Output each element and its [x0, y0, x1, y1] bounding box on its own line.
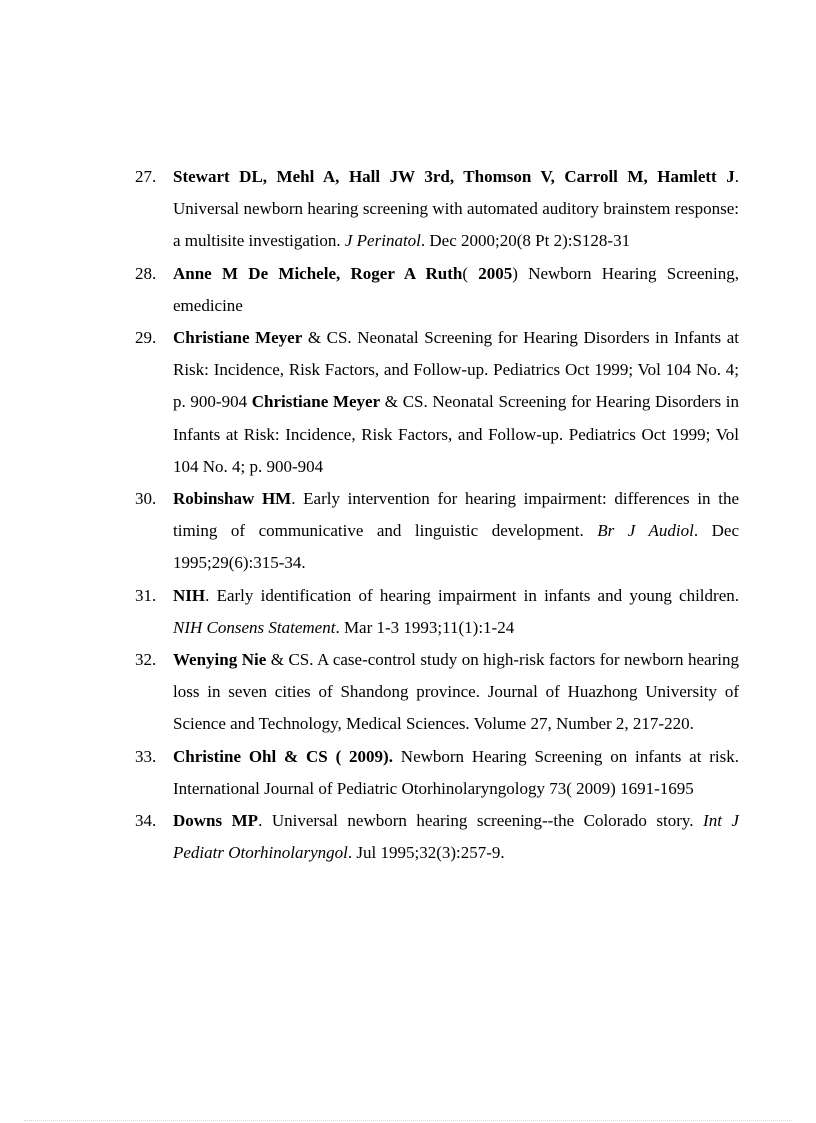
reference-item [135, 483, 739, 580]
reference-text [173, 811, 739, 862]
reference-authors: Stewart DL, Mehl A, Hall JW 3rd, Thomson V, Carroll M, Hamlett J [173, 167, 735, 186]
reference-item [135, 258, 739, 322]
reference-number: 30. [135, 489, 157, 509]
reference-journal: Br J Audiol [597, 521, 694, 541]
reference-detail: . Mar 1-3 1993;11(1):1-24 [335, 617, 515, 637]
reference-number: 33. [135, 746, 157, 766]
reference-list [135, 161, 739, 869]
reference-text [173, 586, 739, 637]
reference-item [135, 805, 739, 869]
reference-detail: & CS. A case-control study on high-risk factors for newborn hearing loss in seven cities of Shandong province. Journal of Huazhong University of Science and Technology, Medical Sciences. Volume 27, Number 2, 217-220. [173, 650, 739, 734]
reference-journal: NIH Consens Statement [173, 617, 336, 637]
reference-number: 28. [135, 263, 157, 283]
reference-detail: . Early identification of hearing impairment in infants and young children. [205, 585, 739, 605]
reference-number: 34. [135, 811, 157, 831]
reference-text [173, 489, 739, 572]
reference-item [135, 322, 739, 483]
reference-detail: & CS. Neonatal Screening for Hearing Disorders in Infants at Risk: Incidence, Risk Factors, and Follow-up. Pediatrics Oct 1999; Vol 104 No. 4; p. 900-904 [173, 328, 739, 412]
reference-item [135, 741, 739, 805]
reference-authors: 2005 [478, 263, 513, 283]
reference-detail: . Universal newborn hearing screening--the Colorado story. [258, 811, 704, 831]
reference-item [135, 580, 739, 644]
reference-detail: . Dec 2000;20(8 Pt 2):S128-31 [420, 231, 631, 251]
reference-authors: Christine Ohl & CS ( 2009). [173, 746, 393, 766]
reference-detail: . Jul 1995;32(3):257-9. [347, 843, 505, 863]
reference-detail: & CS. Neonatal Screening for Hearing Disorders in Infants at Risk: Incidence, Risk Factors, and Follow-up. Pediatrics Oct 1999; Vol 104 No. 4; p. 900-904 [173, 392, 739, 476]
reference-authors: Robinshaw HM [173, 489, 292, 509]
reference-authors: NIH [173, 585, 206, 605]
reference-authors: Christiane Meyer [173, 328, 303, 348]
reference-authors: Anne M De Michele, Roger A Ruth [173, 263, 463, 283]
reference-item [135, 161, 739, 258]
reference-authors: Wenying Nie [173, 650, 267, 670]
reference-authors: Christiane Meyer [251, 392, 381, 412]
reference-authors: Downs MP [173, 811, 259, 831]
reference-detail: Newborn Hearing Screening on infants at risk. International Journal of Pediatric Otorhinolaryngology 73( 2009) 1691-1695 [173, 746, 739, 798]
reference-number: 32. [135, 650, 157, 670]
page-bottom-rule [24, 1120, 792, 1121]
reference-text [173, 328, 739, 476]
reference-detail: . Universal newborn hearing screening with automated auditory brainstem response: a multisite investigation. [173, 167, 739, 251]
reference-detail: . Early intervention for hearing impairment: differences in the timing of communicative and linguistic development. [173, 489, 739, 541]
reference-text [173, 167, 739, 250]
reference-journal: Int J Pediatr Otorhinolaryngol [173, 811, 739, 863]
reference-detail: ) Newborn Hearing Screening, emedicine [173, 263, 739, 315]
reference-journal: J Perinatol [344, 231, 421, 251]
reference-number: 29. [135, 328, 157, 348]
reference-text [173, 650, 739, 733]
reference-detail: ( [462, 263, 479, 283]
reference-detail: . Dec 1995;29(6):315-34. [173, 521, 739, 573]
reference-text [173, 264, 739, 315]
reference-number: 31. [135, 585, 157, 605]
reference-item [135, 644, 739, 741]
reference-number: 27. [135, 167, 157, 186]
reference-text [173, 747, 739, 798]
